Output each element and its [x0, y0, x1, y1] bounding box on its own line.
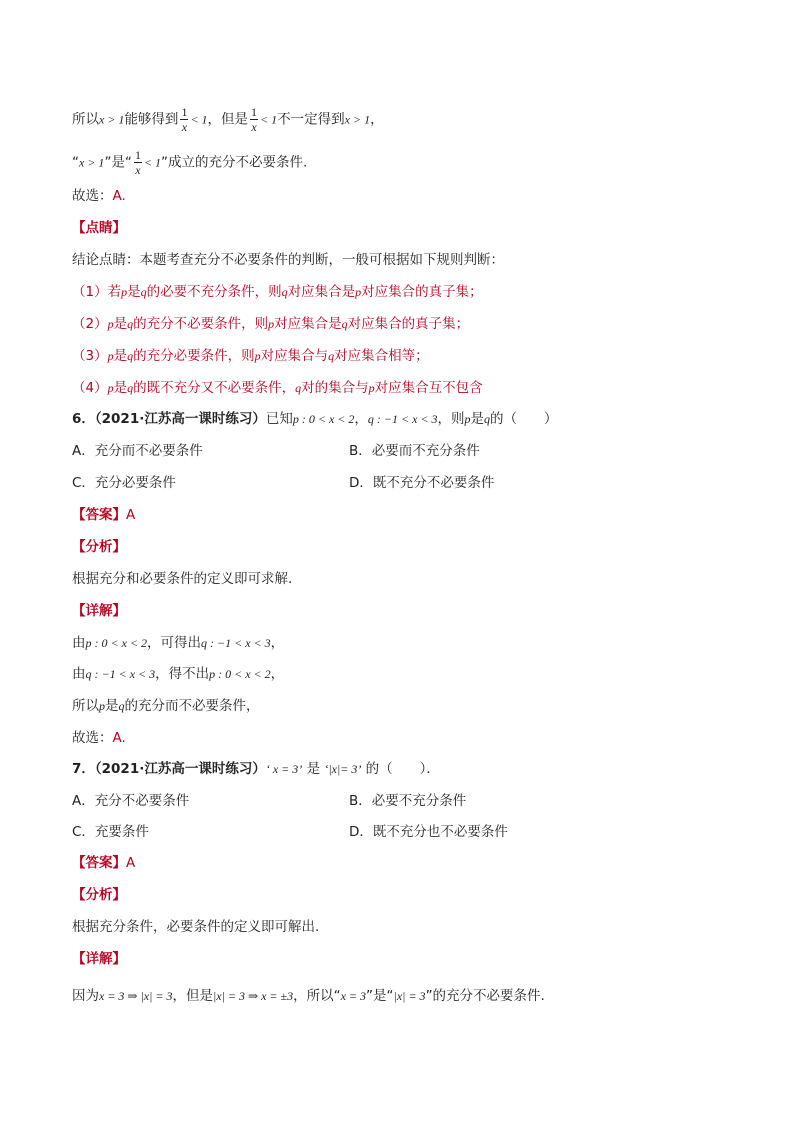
text: 所以 — [72, 698, 99, 714]
text: 的（ ）． — [361, 761, 440, 777]
text: ，则 — [437, 411, 465, 427]
text: 由 — [72, 635, 86, 651]
math-var: q — [484, 412, 491, 426]
math-expr: q : −1 < x < 3 — [367, 412, 438, 426]
fraction — [250, 106, 258, 133]
math-expr: p : 0 < x < 2 — [209, 667, 271, 681]
rule-number: （1）若 — [72, 284, 122, 300]
math-var: q — [328, 349, 335, 363]
math-var: q — [341, 317, 348, 331]
question-6-stem — [72, 409, 558, 429]
prev-choose — [72, 186, 126, 206]
text: 是 — [113, 348, 128, 364]
text: ，可得出 — [147, 635, 202, 651]
text: 对应集合是 — [274, 316, 342, 332]
text: ，得不出 — [155, 666, 210, 682]
text: ”是“ — [104, 154, 132, 171]
math-var: q — [281, 285, 288, 299]
fraction — [134, 149, 142, 176]
text: 是 — [302, 761, 325, 777]
math-var: q — [127, 317, 134, 331]
rule-number: （4） — [72, 380, 108, 396]
text: ”的充分不必要条件. — [425, 988, 545, 1004]
option-a: A．充分不必要条件 — [72, 793, 190, 809]
text: 对应集合的真子集； — [361, 284, 483, 300]
text: 已知 — [265, 411, 293, 427]
text: 是 — [105, 698, 119, 714]
text: ， — [270, 666, 285, 682]
fraction — [180, 106, 188, 133]
math-expr: x > 1 — [99, 112, 125, 127]
math-expr: q : −1 < x < 3 — [85, 667, 156, 681]
text: 是 — [113, 380, 128, 396]
math-var: q — [127, 349, 134, 363]
fraction-numerator: 1 — [181, 105, 188, 119]
text: 的充分不必要条件，则 — [133, 316, 269, 332]
text: 因为 — [72, 988, 99, 1004]
math-expr: x > 1 — [79, 155, 105, 170]
math-var: q — [295, 381, 302, 395]
text: 的（ ） — [490, 411, 558, 427]
answer-value: A — [126, 507, 136, 523]
choose-value: A. — [112, 188, 126, 204]
text: 的充分而不必要条件， — [124, 698, 260, 714]
analysis-heading: 【分析】 — [72, 887, 126, 903]
choose-label: 故选： — [72, 188, 113, 204]
text: 对应集合的真子集； — [347, 316, 470, 332]
text: ， — [270, 635, 285, 651]
text: 对应集合是 — [287, 284, 356, 300]
fraction-denominator: x — [251, 120, 257, 134]
detail-line-1 — [72, 986, 545, 1006]
text: ，所以“ — [293, 988, 341, 1004]
math-var: p — [107, 381, 114, 395]
detail-line-2 — [72, 664, 284, 684]
option-d: D．既不充分不必要条件 — [349, 475, 495, 491]
math-var: q — [140, 285, 147, 299]
math-var: q — [127, 381, 134, 395]
text: “ — [72, 154, 79, 171]
choose-value: A. — [112, 730, 126, 746]
math-expr: p : 0 < x < 2 — [292, 412, 355, 426]
math-expr: |x| = 3 ⇒ x = ±3 — [213, 989, 294, 1003]
rule-3 — [72, 346, 429, 366]
math-var: p — [107, 317, 114, 331]
text: 是 — [113, 316, 128, 332]
detail-heading: 【详解】 — [72, 951, 126, 967]
rule-2 — [72, 314, 469, 334]
text: ”是“ — [366, 988, 394, 1004]
prev-line-1 — [72, 106, 384, 133]
question-7-stem — [72, 759, 440, 779]
analysis-heading: 【分析】 — [72, 539, 126, 555]
option-b: B．必要不充分条件 — [349, 793, 467, 809]
analysis-text: 根据充分条件，必要条件的定义即可解出. — [72, 919, 320, 935]
math-expr: q : −1 < x < 3 — [201, 636, 271, 650]
text: ，但是 — [207, 111, 249, 128]
choose-label: 故选： — [72, 730, 113, 746]
answer — [72, 853, 135, 873]
answer-label: 【答案】 — [72, 507, 126, 523]
q6-choose — [72, 728, 126, 748]
text: 对的集合与 — [301, 380, 369, 396]
math-var: p — [368, 381, 375, 395]
text: 由 — [72, 666, 86, 682]
prev-line-2 — [72, 149, 307, 176]
text: 对应集合相等； — [334, 348, 429, 364]
fraction-denominator: x — [135, 163, 141, 177]
math-expr: x = 3 ⇒ |x| = 3 — [99, 989, 173, 1003]
math-expr: ‘ x = 3’ — [265, 762, 303, 776]
math-expr: x = 3 — [340, 989, 367, 1003]
option-d: D．既不充分也不必要条件 — [349, 824, 508, 840]
text: 对应集合与 — [260, 348, 329, 364]
text: 所以 — [72, 111, 99, 128]
fraction-numerator: 1 — [134, 148, 141, 162]
math-expr: x > 1 — [344, 112, 371, 127]
rule-1 — [72, 282, 483, 302]
fraction-denominator: x — [181, 120, 188, 134]
math-var: p — [254, 349, 261, 363]
text: 的必要不充分条件，则 — [146, 284, 282, 300]
math-expr: < 1 — [260, 112, 278, 127]
option-c: C．充要条件 — [72, 824, 149, 840]
text: ，但是 — [172, 988, 213, 1004]
answer-label: 【答案】 — [72, 855, 126, 871]
math-var: q — [118, 699, 125, 713]
fraction-numerator: 1 — [251, 105, 258, 119]
rule-number: （2） — [72, 316, 108, 332]
text: ， — [370, 111, 384, 128]
text: 不一定得到 — [277, 111, 345, 128]
text: 是 — [470, 411, 485, 427]
text: 是 — [127, 284, 141, 300]
text: 的既不充分又不必要条件， — [133, 380, 296, 396]
detail-heading: 【详解】 — [72, 603, 126, 619]
option-a: A．充分而不必要条件 — [72, 443, 203, 459]
text: ， — [354, 411, 368, 427]
comment-intro: 结论点睛：本题考查充分不必要条件的判断，一般可根据如下规则判断： — [72, 252, 504, 268]
math-var: p — [464, 412, 471, 426]
text: 能够得到 — [124, 111, 179, 128]
math-expr: < 1 — [190, 112, 208, 127]
math-var: p — [99, 699, 105, 713]
text: ”成立的充分不必要条件. — [161, 154, 308, 171]
rule-number: （3） — [72, 348, 108, 364]
option-c: C．充分必要条件 — [72, 475, 176, 491]
math-var: p — [355, 285, 362, 299]
answer-value: A — [126, 855, 136, 871]
math-var: p — [121, 285, 128, 299]
answer — [72, 505, 135, 525]
text: 对应集合互不包含 — [374, 380, 483, 396]
math-var: p — [268, 317, 275, 331]
question-number: 6．（2021·江苏高一课时练习） — [72, 411, 266, 427]
text: 的充分必要条件，则 — [133, 348, 255, 364]
analysis-text: 根据充分和必要条件的定义即可求解. — [72, 571, 293, 587]
detail-line-3 — [72, 696, 260, 716]
math-expr: p : 0 < x < 2 — [85, 636, 148, 650]
math-expr: ‘|x|= 3’ — [324, 762, 362, 776]
question-number: 7．（2021·江苏高一课时练习） — [72, 761, 266, 777]
math-expr: < 1 — [143, 155, 162, 170]
option-b: B．必要而不充分条件 — [349, 443, 480, 459]
comment-heading: 【点睛】 — [72, 220, 126, 236]
math-expr: |x| = 3 — [393, 989, 426, 1003]
math-var: p — [107, 349, 114, 363]
rule-4 — [72, 378, 483, 398]
detail-line-1 — [72, 633, 284, 653]
